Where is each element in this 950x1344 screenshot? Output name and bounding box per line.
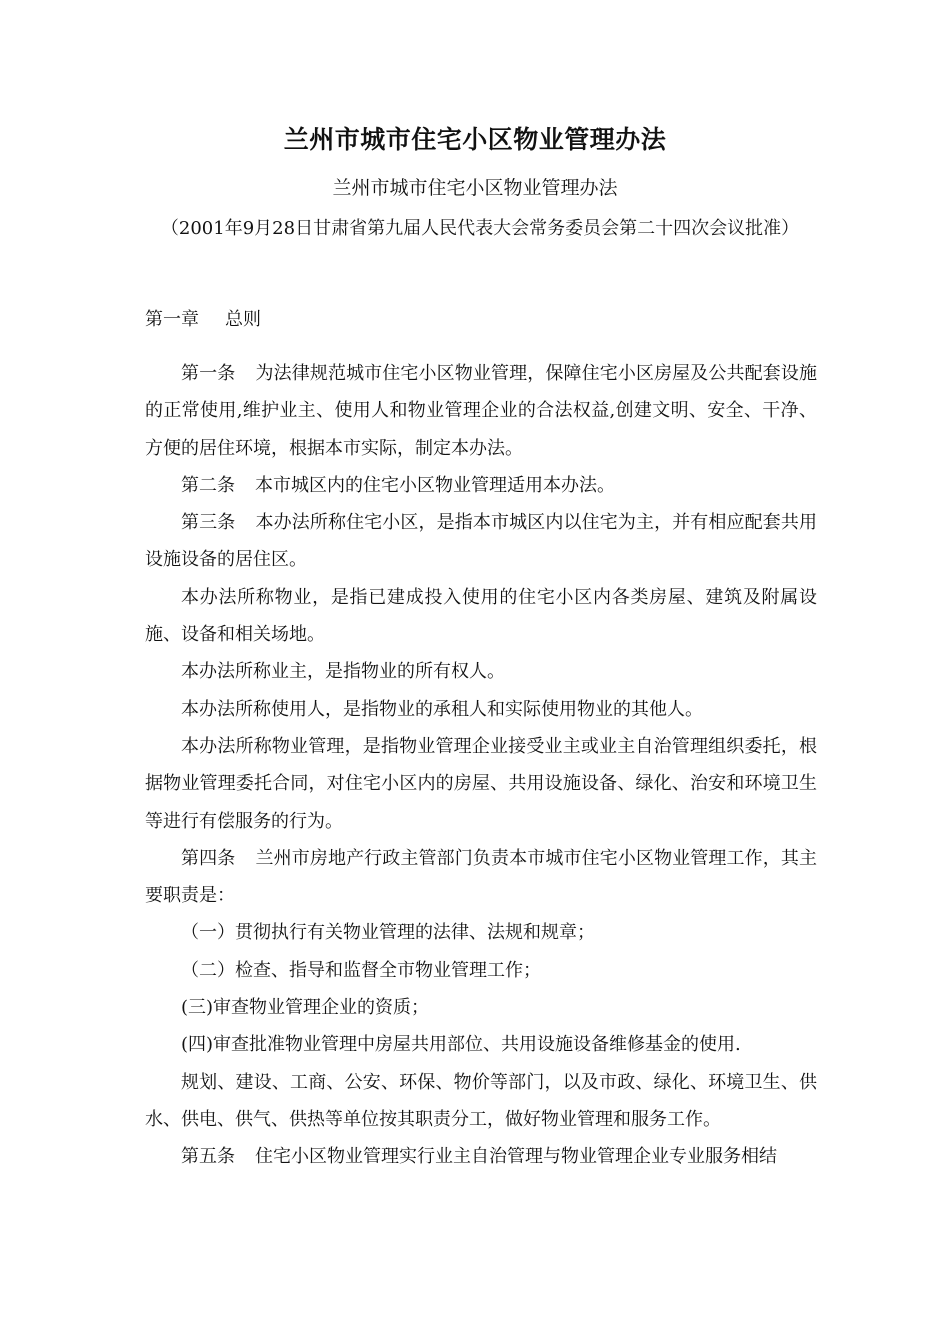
paragraph-text: 本办法所称使用人，是指物业的承租人和实际使用物业的其他人。	[181, 698, 703, 720]
paragraph-text: (三)审查物业管理企业的资质；	[181, 997, 430, 1019]
chapter-label: 第一章	[145, 309, 199, 330]
paragraph	[145, 691, 817, 728]
document-subtitle: 兰州市城市住宅小区物业管理办法	[332, 177, 618, 199]
paragraph	[145, 653, 817, 690]
document-body	[145, 355, 817, 1176]
article-number: 第三条	[181, 512, 236, 534]
chapter-heading	[145, 305, 261, 331]
paragraph-text: 本办法所称物业管理，是指物业管理企业接受业主或业主自治管理组织委托，根据物业管理委托合同，对住宅小区内的房屋、共用设施设备、绿化、治安和环境卫生等进行有偿服务的行为。	[145, 735, 817, 832]
paragraph	[145, 914, 817, 951]
paragraph-text: （二）检查、指导和监督全市物业管理工作；	[181, 959, 541, 981]
paragraph-text: (四)审查批准物业管理中房屋共用部位、共用设施设备维修基金的使用.	[181, 1034, 741, 1056]
paragraph	[145, 1064, 817, 1139]
article-number: 第二条	[181, 474, 235, 496]
article-number: 第四条	[181, 847, 236, 869]
paragraph	[145, 355, 817, 467]
paragraph-text: 兰州市房地产行政主管部门负责本市城市住宅小区物业管理工作，其主要职责是：	[145, 847, 818, 907]
paragraph	[145, 504, 817, 579]
paragraph-text: 本办法所称物业，是指已建成投入使用的住宅小区内各类房屋、建筑及附属设施、设备和相关场地。	[145, 586, 817, 646]
paragraph	[145, 467, 817, 504]
paragraph	[145, 989, 817, 1026]
article-number: 第一条	[181, 363, 236, 384]
paragraph-text: 住宅小区物业管理实行业主自治管理与物业管理企业专业服务相结	[255, 1146, 777, 1168]
paragraph	[145, 579, 817, 654]
approval-note: （2001年9月28日甘肃省第九届人民代表大会常务委员会第二十四次会议批准）	[160, 218, 800, 239]
paragraph-text: 本办法所称住宅小区，是指本市城区内以住宅为主，并有相应配套共用设施设备的居住区。	[145, 512, 818, 571]
paragraph	[145, 1138, 817, 1175]
paragraph	[145, 840, 817, 915]
document-title: 兰州市城市住宅小区物业管理办法	[283, 125, 667, 154]
paragraph	[145, 728, 817, 840]
article-number: 第五条	[181, 1146, 235, 1168]
paragraph	[145, 952, 817, 989]
chapter-name: 总则	[225, 309, 261, 330]
paragraph-text: （一）贯彻执行有关物业管理的法律、法规和规章；	[181, 922, 595, 944]
paragraph-text: 为法律规范城市住宅小区物业管理，保障住宅小区房屋及公共配套设施的正常使用,维护业主、使用人和物业管理企业的合法权益,创建文明、安全、干净、方便的居住环境，根据本市实际，制定本办法。	[145, 363, 818, 459]
paragraph-text: 本办法所称业主，是指物业的所有权人。	[181, 661, 505, 683]
paragraph-text: 本市城区内的住宅小区物业管理适用本办法。	[255, 474, 615, 496]
paragraph-text: 规划、建设、工商、公安、环保、物价等部门，以及市政、绿化、环境卫生、供水、供电、供气、供热等单位按其职责分工，做好物业管理和服务工作。	[145, 1071, 817, 1130]
paragraph	[145, 1026, 817, 1063]
